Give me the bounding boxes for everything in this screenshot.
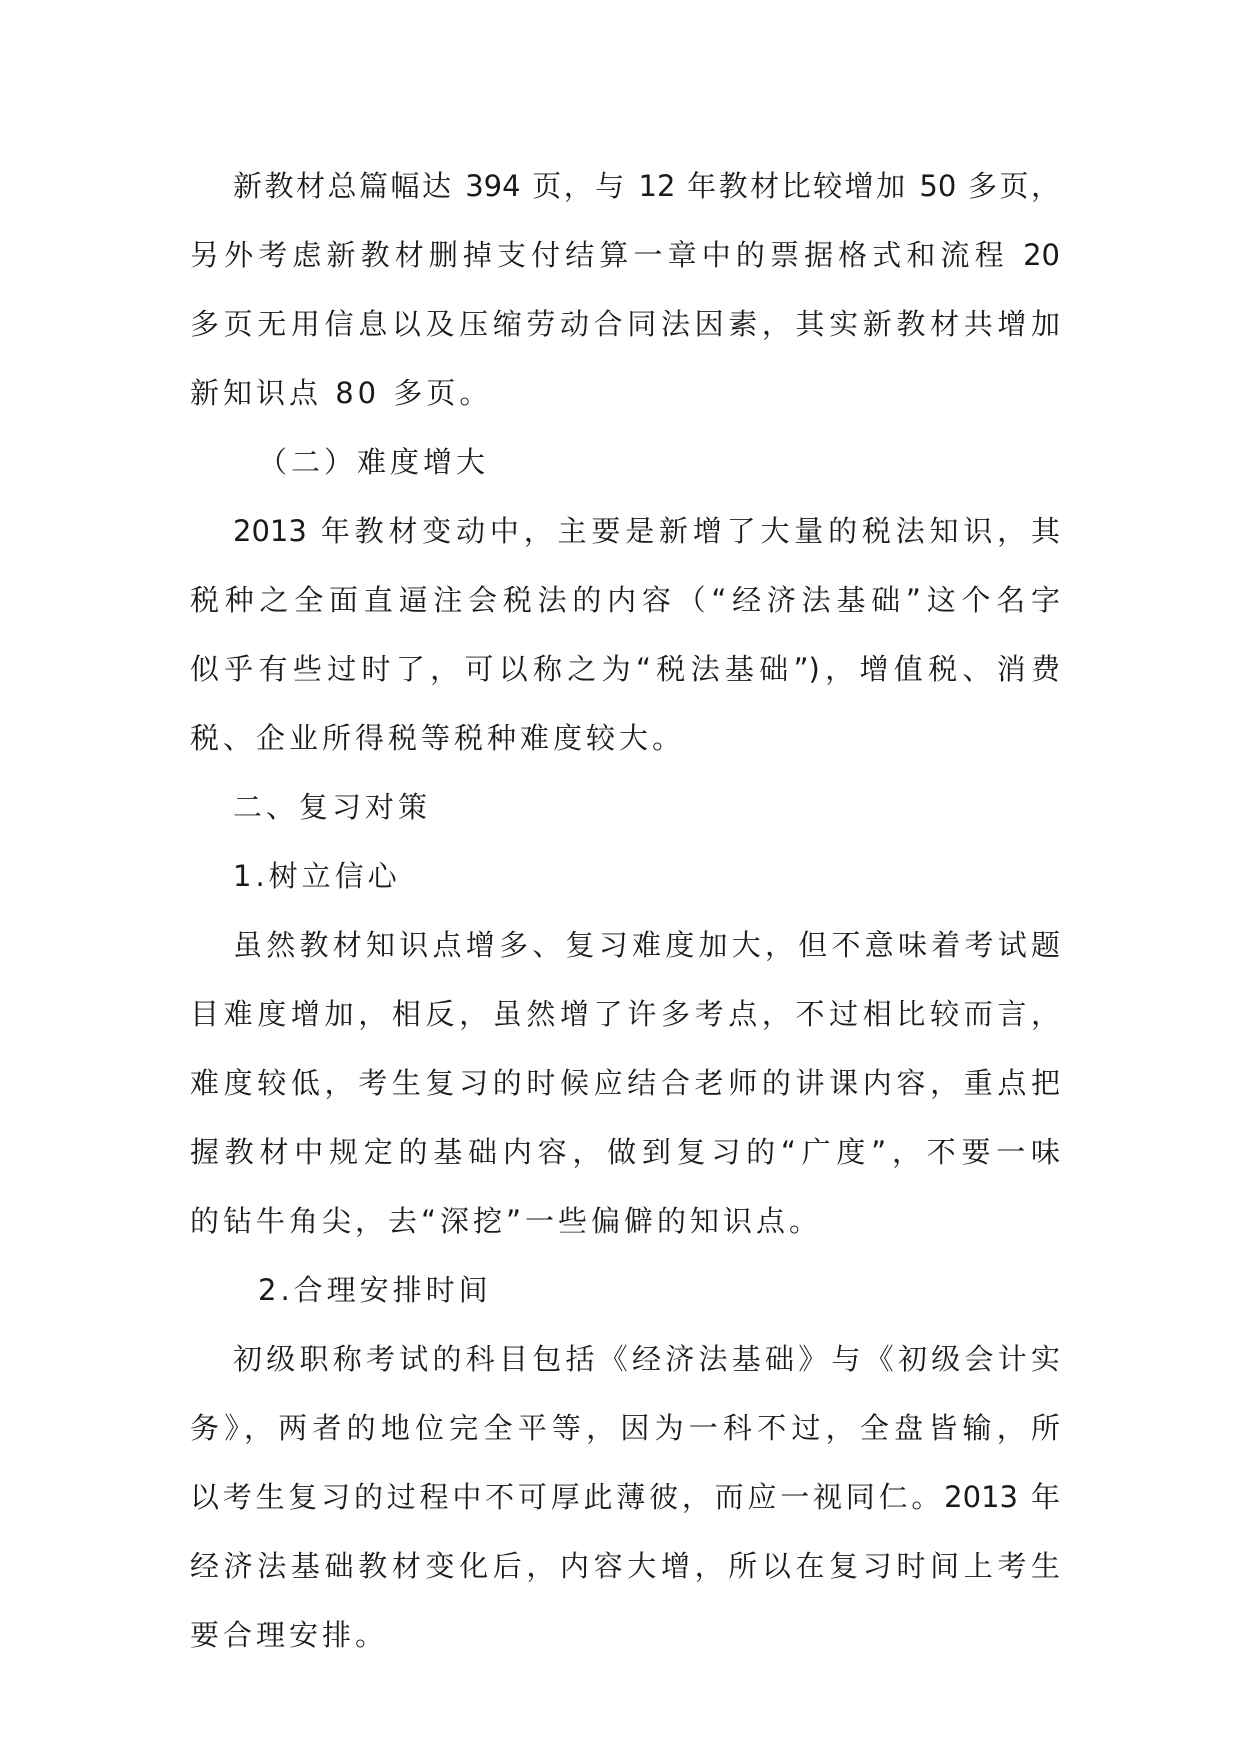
text-line: 2013 年教材变动中，主要是新增了大量的税法知识，其 [233, 514, 1060, 548]
subsection-heading: 1.树立信心 [233, 859, 401, 893]
text-line: 要合理安排。 [190, 1618, 389, 1652]
text-line: 初级职称考试的科目包括《经济法基础》与《初级会计实 [233, 1342, 1060, 1376]
text-line: 另外考虑新教材删掉支付结算一章中的票据格式和流程 20 [190, 238, 1060, 272]
text-line: 多页无用信息以及压缩劳动合同法因素，其实新教材共增加 [190, 307, 1060, 341]
text-line: 的钻牛角尖，去“深挖”一些偏僻的知识点。 [190, 1204, 823, 1238]
subsection-heading: 2.合理安排时间 [258, 1273, 492, 1307]
section-heading: 二、复习对策 [233, 790, 432, 824]
text-line: 税种之全面直逼注会税法的内容（“经济法基础”这个名字 [190, 583, 1060, 617]
text-line: 税、企业所得税等税种难度较大。 [190, 721, 686, 755]
text-line: 握教材中规定的基础内容，做到复习的“广度”，不要一味 [190, 1135, 1060, 1169]
text-line: 以考生复习的过程中不可厚此薄彼，而应一视同仁。2013 年 [190, 1480, 1060, 1514]
text-line: 务》，两者的地位完全平等，因为一科不过，全盘皆输，所 [190, 1411, 1060, 1445]
text-line: 似乎有些过时了，可以称之为“税法基础”)，增值税、消费 [190, 652, 1060, 686]
text-line: 目难度增加，相反，虽然增了许多考点，不过相比较而言， [190, 997, 1060, 1031]
text-line: 新知识点 80 多页。 [190, 376, 493, 410]
text-line: 虽然教材知识点增多、复习难度加大，但不意味着考试题 [233, 928, 1060, 962]
section-heading: （二）难度增大 [258, 445, 490, 479]
text-line: 难度较低，考生复习的时候应结合老师的讲课内容，重点把 [190, 1066, 1060, 1100]
text-line: 新教材总篇幅达 394 页，与 12 年教材比较增加 50 多页， [233, 169, 1060, 203]
text-line: 经济法基础教材变化后，内容大增，所以在复习时间上考生 [190, 1549, 1060, 1583]
